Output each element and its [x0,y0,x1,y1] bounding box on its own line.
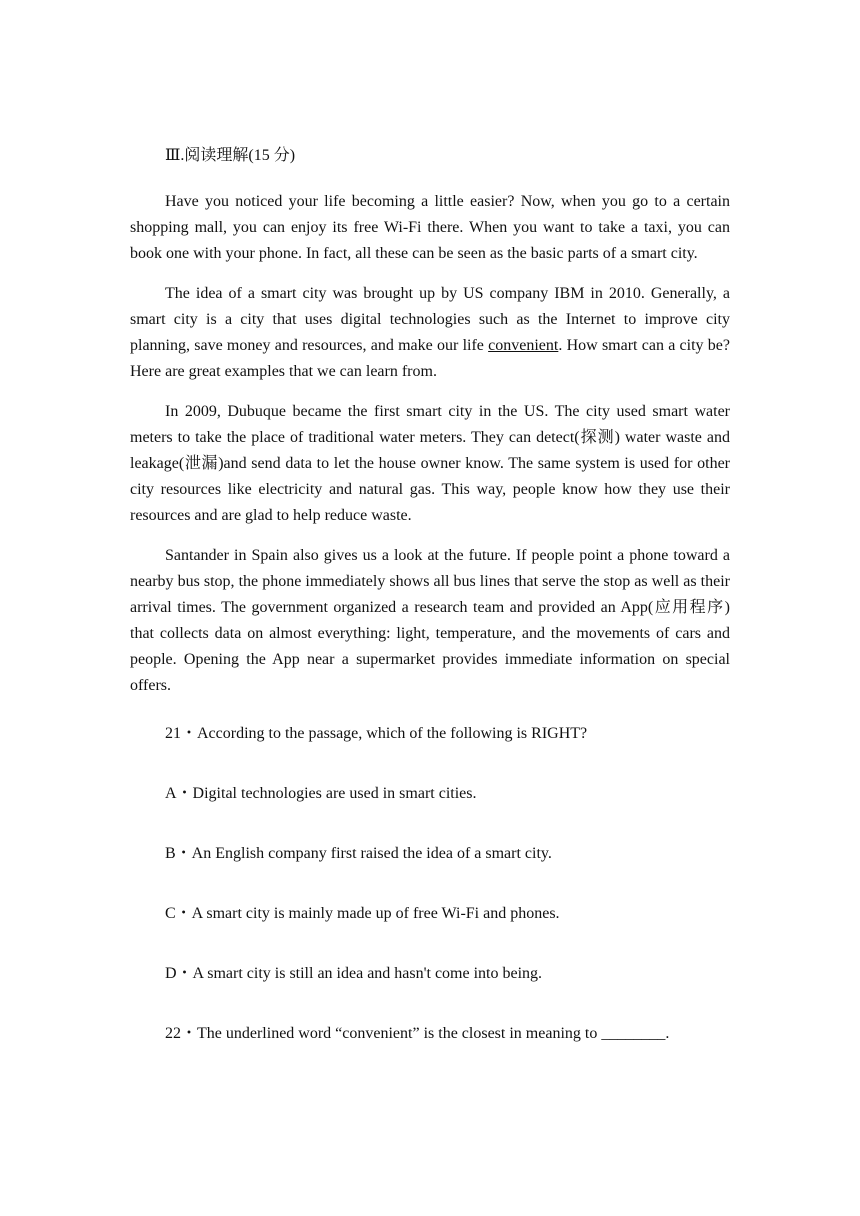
passage-paragraph-1: Have you noticed your life becoming a little easier? Now, when you go to a certain shopping mall, you can enjoy its free Wi-Fi there. When you want to take a taxi, you can book one with your phone. In fact, all these can be seen as the basic parts of a smart city. [130,193,730,262]
question-21-option-c: C・A smart city is mainly made up of free Wi-Fi and phones. [165,905,560,922]
underlined-word-convenient: convenient [488,337,559,354]
passage-paragraph-2 [130,281,730,385]
reading-comprehension-page [130,143,730,1081]
question-21-option-d: D・A smart city is still an idea and hasn't come into being. [165,965,543,982]
passage-paragraph-4: Santander in Spain also gives us a look at the future. If people point a phone toward a nearby bus stop, the phone immediately shows all bus lines that serve the stop as well as their arrival times. The government organized a research team and provided an App(应用程序) that collects data on almost everything: light, temperature, and the movements of cars and people. Opening the App near a supermarket provides immediate information on special offers. [130,547,730,694]
question-21-stem: 21・According to the passage, which of the following is RIGHT? [165,725,588,742]
passage-paragraph-3: In 2009, Dubuque became the first smart city in the US. The city used smart water meters to take the place of traditional water meters. They can detect(探测) water waste and leakage(泄漏)and send data to let the house owner know. The same system is used for other city resources like electricity and natural gas. This way, people know how they use their resources and are glad to help reduce waste. [130,403,730,524]
question-21-option-a: A・Digital technologies are used in smart cities. [165,785,477,802]
section-title: Ⅲ.阅读理解(15 分) [165,147,296,164]
paragraph-2-text-before: The idea of a smart city was brought up by US company IBM in 2010. Generally, a smart city is a city that uses digital technologies such as the Internet to improve city planning, save money and resources, and make our life [130,285,730,354]
paragraph-2-text-after: . How smart can a city be? Here are great examples that we can learn from. [130,337,730,380]
question-21-option-b: B・An English company first raised the idea of a smart city. [165,845,552,862]
question-22-stem: 22・The underlined word “convenient” is the closest in meaning to ________. [165,1025,670,1042]
